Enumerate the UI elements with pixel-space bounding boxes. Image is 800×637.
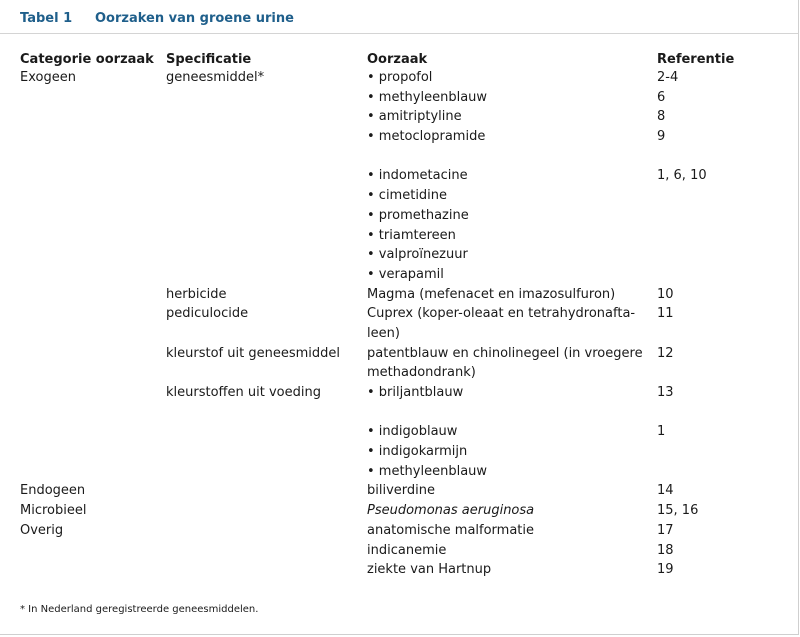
cell-referentie: 9 [657, 129, 666, 145]
cell-oorzaak: • indigoblauw [367, 424, 458, 440]
table-row [0, 304, 798, 324]
table-row [0, 521, 798, 541]
cell-categorie: Microbieel [20, 503, 87, 519]
cell-referentie: 6 [657, 89, 666, 105]
cell-oorzaak: • indometacine [367, 168, 468, 184]
cell-referentie: 18 [657, 542, 674, 558]
table-footnote: * In Nederland geregistreerde geneesmiddelen. [20, 604, 259, 615]
cell-oorzaak: • methyleenblauw [367, 89, 488, 105]
table-row [0, 462, 798, 482]
table-row [0, 501, 798, 521]
cell-categorie: Overig [20, 522, 64, 538]
cell-referentie: 17 [657, 522, 674, 538]
table-row [0, 285, 798, 305]
cell-referentie: 13 [657, 385, 674, 400]
cell-oorzaak: Cuprex (koper-oleaat en tetrahydronafta- [367, 306, 636, 322]
table-body [0, 68, 798, 580]
cell-oorzaak: • indigokarmijn [367, 444, 468, 460]
table-row [0, 226, 798, 246]
table-label: Tabel 1 [20, 11, 73, 26]
cell-specificatie: pediculocide [166, 306, 249, 322]
cell-specificatie: geneesmiddel* [166, 70, 265, 85]
cell-oorzaak: • metoclopramide [367, 129, 486, 145]
cell-oorzaak: ziekte van Hartnup [367, 562, 492, 578]
header-oorzaak: Oorzaak [367, 52, 428, 67]
cell-specificatie: herbicide [166, 286, 227, 302]
cell-oorzaak: leen) [367, 325, 400, 341]
cell-oorzaak: • promethazine [367, 207, 469, 223]
table-row [0, 442, 798, 462]
cell-oorzaak: patentblauw en chinolinegeel (in vroegere [367, 345, 643, 361]
cell-oorzaak: anatomische malformatie [367, 522, 535, 538]
cell-oorzaak: biliverdine [367, 483, 435, 499]
cell-oorzaak: • methyleenblauw [367, 463, 488, 479]
cell-oorzaak: • propofol [367, 70, 433, 85]
table-row [0, 541, 798, 561]
table-row [0, 88, 798, 108]
caption-divider [0, 33, 798, 34]
table-row [0, 147, 798, 167]
table-row [0, 324, 798, 344]
table-caption [20, 11, 294, 26]
cell-oorzaak: • verapamil [367, 266, 444, 282]
header-specificatie: Specificatie [166, 52, 252, 67]
table-row [0, 68, 798, 88]
cell-oorzaak: indicanemie [367, 542, 447, 558]
cell-referentie: 8 [657, 109, 666, 125]
cell-referentie: 19 [657, 562, 674, 578]
table-row [0, 206, 798, 226]
table-title: Oorzaken van groene urine [95, 11, 294, 26]
table-row [0, 560, 798, 580]
cell-referentie: 14 [657, 483, 674, 499]
cell-specificatie: kleurstoffen uit voeding [166, 385, 321, 400]
table-row [0, 422, 798, 442]
cell-oorzaak: • triamtereen [367, 227, 456, 243]
cell-categorie: Exogeen [20, 70, 76, 85]
cell-referentie: 15, 16 [657, 503, 699, 519]
cell-oorzaak: methadondrank) [367, 365, 476, 381]
table-row [0, 127, 798, 147]
cell-categorie: Endogeen [20, 483, 86, 499]
cell-oorzaak: Magma (mefenacet en imazosulfuron) [367, 286, 616, 302]
cell-oorzaak: • valproïnezuur [367, 247, 468, 263]
cell-oorzaak: • amitriptyline [367, 109, 462, 125]
cell-referentie: 2-4 [657, 70, 679, 85]
cell-referentie: 12 [657, 345, 674, 361]
header-categorie: Categorie oorzaak [20, 52, 154, 67]
cell-specificatie: kleurstof uit geneesmiddel [166, 345, 340, 361]
cell-referentie: 11 [657, 306, 674, 322]
cell-oorzaak: Pseudomonas aeruginosa [367, 503, 535, 519]
cell-referentie: 10 [657, 286, 674, 302]
table-row [0, 107, 798, 127]
header-referentie: Referentie [657, 52, 735, 67]
cell-oorzaak: • briljantblauw [367, 385, 464, 400]
table-header [0, 52, 798, 68]
table-row [0, 344, 798, 364]
table-row [0, 265, 798, 285]
cell-oorzaak: • cimetidine [367, 188, 448, 204]
table-row [0, 245, 798, 265]
table-row [0, 383, 798, 403]
table-row [0, 481, 798, 501]
table-row [0, 166, 798, 186]
cell-referentie: 1 [657, 424, 666, 440]
table-row [0, 363, 798, 383]
cell-referentie: 1, 6, 10 [657, 168, 707, 184]
table-row [0, 403, 798, 423]
table-row [0, 186, 798, 206]
